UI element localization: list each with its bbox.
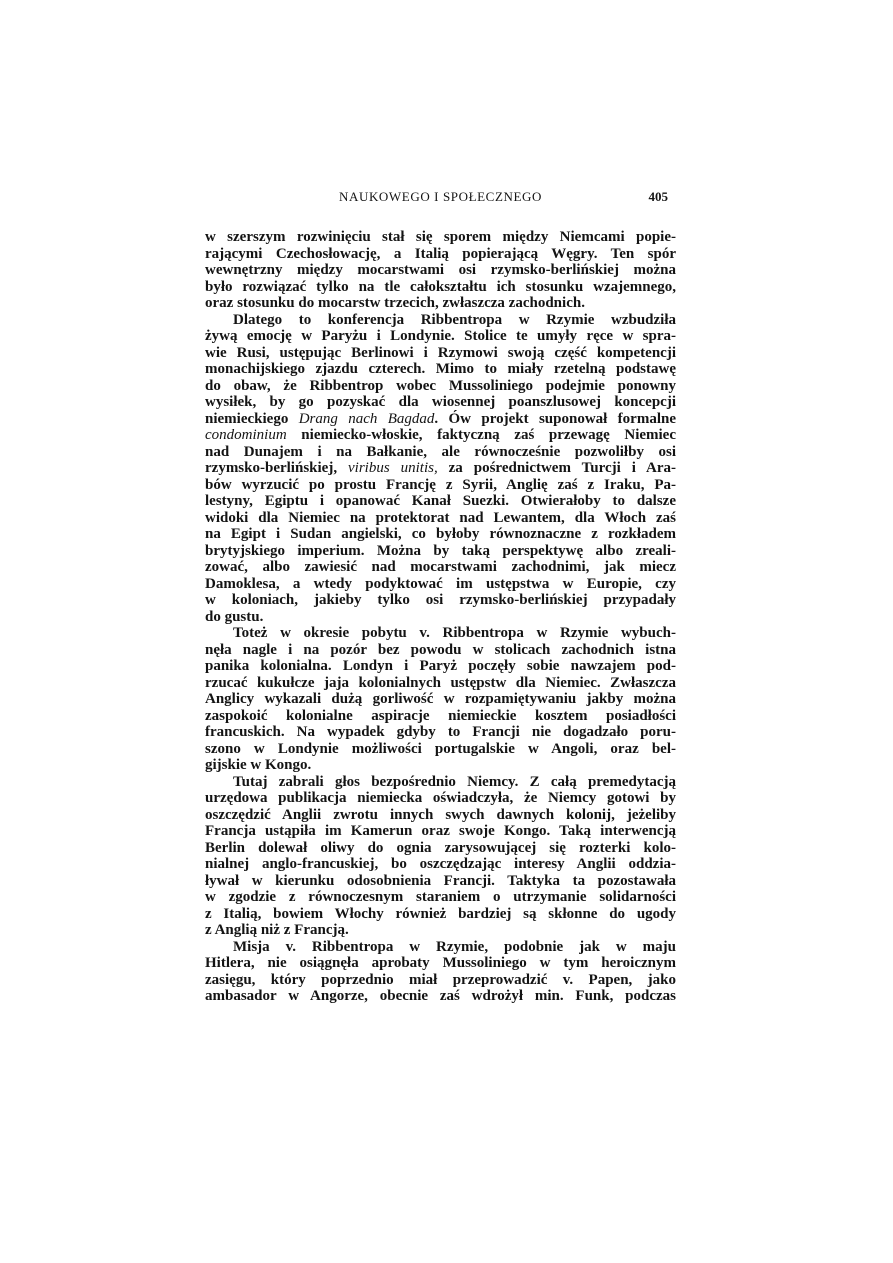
text-line: z Italią, bowiem Włochy również bardziej są skłonne do ugody (205, 905, 676, 922)
text-line: wewnętrzny między mocarstwami osi rzymsko-berlińskiej można (205, 262, 676, 278)
text-line: zasięgu, który poprzednio miał przeprowadzić v. Papen, jako (205, 971, 676, 988)
paragraph (205, 774, 676, 939)
paragraph (205, 939, 676, 1005)
text-line (205, 460, 676, 477)
text-line: Misja v. Ribbentropa w Rzymie, podobnie jak w maju (233, 938, 676, 955)
text-line: brytyjskiego imperium. Można by taką perspektywę albo zreali- (205, 542, 676, 559)
text-line: do gustu. (205, 608, 264, 625)
text-line (205, 427, 676, 444)
text-segment: niemiecko-włoskie, faktyczną zaś przewagę Niemiec (286, 427, 676, 443)
text-line: widoki dla Niemiec na protektorat nad Lewantem, dla Włoch zaś (205, 509, 676, 526)
page-number: 405 (648, 189, 668, 204)
paragraph (205, 625, 676, 774)
text-line: panika kolonialna. Londyn i Paryż poczęły sobie nawzajem pod- (205, 658, 676, 674)
text-line: z Anglią niż z Francją. (205, 922, 349, 938)
text-line: Toteż w okresie pobytu v. Ribbentropa w Rzymie wybuch- (233, 625, 676, 641)
italic-phrase: viribus unitis, (348, 460, 438, 476)
text-line: do obaw, że Ribbentrop wobec Mussoliniego podejmie ponowny (205, 377, 676, 394)
text-line: było rozwiązać tylko na tle całokształtu ich stosunku wzajemnego, (205, 278, 676, 295)
text-line: w koloniach, jakieby tylko osi rzymsko-berlińskiej przypadały (205, 592, 676, 608)
text-segment: niemieckiego (205, 410, 299, 427)
italic-phrase: Drang nach Bagdad (298, 410, 435, 427)
text-line: Hitlera, nie osiągnęła aprobaty Mussoliniego w tym heroicznym (205, 955, 676, 971)
text-line: monachijskiego zjazdu czterech. Mimo to miały rzetelną podstawę (205, 361, 676, 377)
text-line: ambasador w Angorze, obecnie zaś wdrożył min. Funk, podczas (205, 988, 676, 1004)
italic-phrase: condominium (205, 427, 287, 443)
text-line: nialnej anglo-francuskiej, bo oszczędzając interesy Anglii oddzia- (205, 856, 676, 872)
text-segment: . Ów projekt suponował formalne (434, 410, 676, 427)
text-line: zować, albo zawiesić nad mocarstwami zachodnimi, jak miecz (205, 559, 676, 575)
text-line: Tutaj zabrali głos bezpośrednio Niemcy. Z całą premedytacją (233, 773, 676, 790)
text-line: Anglicy wykazali dużą gorliwość w rozpamiętywaniu jakby można (205, 691, 676, 707)
body-text (205, 229, 676, 1005)
text-line: urzędowa publikacja niemiecka oświadczyła, że Niemcy gotowi by (205, 790, 676, 806)
text-line: rającymi Czechosłowację, a Italią popierającą Węgry. Ten spór (205, 245, 676, 262)
text-line: na Egipt i Sudan angielski, co byłoby równoznaczne z rozkładem (205, 526, 676, 542)
running-header-title: NAUKOWEGO I SPOŁECZNEGO (338, 189, 542, 204)
text-segment: rzymsko-berlińskiej, (205, 460, 349, 476)
text-line: szono w Londynie możliwości portugalskie w Angoli, oraz bel- (205, 740, 676, 757)
text-line: Dlatego to konferencja Ribbentropa w Rzymie wzbudziła (233, 311, 676, 328)
text-line: nad Dunajem i na Bałkanie, ale równocześnie pozwoliłby osi (205, 443, 676, 460)
text-line: w zgodzie z równoczesnym staraniem o utrzymanie solidarności (205, 889, 676, 905)
text-line (205, 411, 676, 428)
text-line: rzucać kukułcze jaja kolonialnych ustępstw dla Niemiec. Zwłaszcza (205, 674, 676, 691)
text-line: wysiłek, by go pozyskać dla wiosennej poanszlusowej koncepcji (205, 394, 676, 410)
paragraph (205, 312, 676, 626)
text-line: Berlin dolewał oliwy do ognia zarysowującej się rozterki kolo- (205, 839, 676, 856)
text-line: wie Rusi, ustępując Berlinowi i Rzymowi swoją część kompetencji (205, 344, 676, 361)
text-line: ływał w kierunku odosobnienia Francji. Taktyka ta pozostawała (205, 872, 676, 889)
text-line: nęła nagle i na pozór bez powodu w stolicach zachodnich istna (205, 641, 676, 658)
text-line: lestyny, Egiptu i opanować Kanał Suezki. Otwierałoby to dalsze (205, 493, 676, 509)
text-line: oszczędzić Anglii zwrotu innych swych dawnych kolonij, jeżeliby (205, 806, 676, 823)
text-line: w szerszym rozwinięciu stał się sporem między Niemcami popie- (205, 229, 676, 245)
text-line: bów wyrzucić po prostu Francję z Syrii, Anglię zaś z Iraku, Pa- (205, 476, 676, 493)
text-line: oraz stosunku do mocarstw trzecich, zwłaszcza zachodnich. (205, 295, 585, 311)
text-line: francuskich. Na wypadek gdyby to Francji nie dogadzało poru- (205, 724, 676, 740)
text-segment: za pośrednictwem Turcji i Ara- (437, 460, 676, 476)
paragraph (205, 229, 676, 312)
text-line: Damoklesa, a wtedy podyktować im ustępstwa w Europie, czy (205, 575, 676, 592)
text-line: zaspokoić kolonialne aspiracje niemieckie kosztem posiadłości (205, 707, 676, 724)
running-header (205, 189, 676, 207)
text-line: żywą emocję w Paryżu i Londynie. Stolice te umyły ręce w spra- (205, 328, 676, 344)
text-line: Francja ustąpiła im Kamerun oraz swoje Kongo. Taką interwencją (205, 823, 676, 839)
text-line: gijskie w Kongo. (205, 757, 312, 773)
